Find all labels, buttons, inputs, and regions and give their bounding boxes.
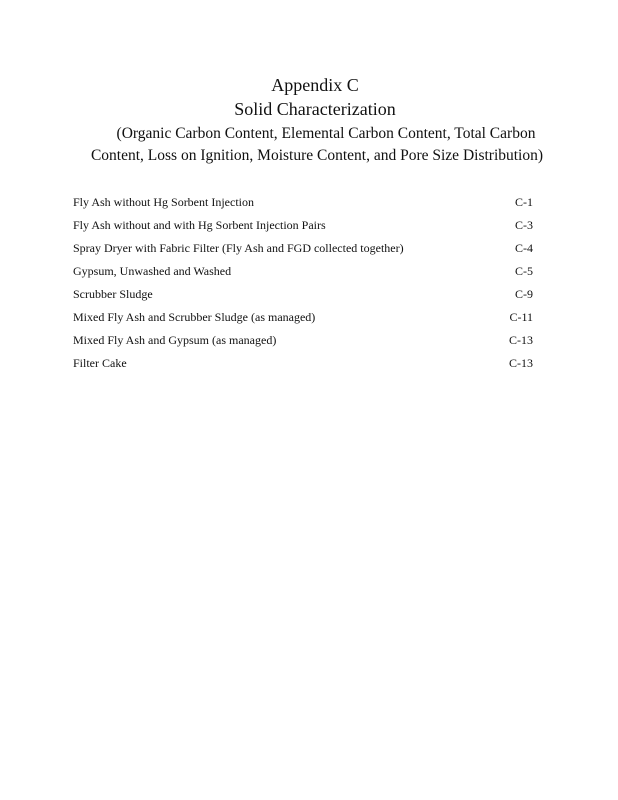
toc-entry-title: Gypsum, Unwashed and Washed	[73, 264, 232, 278]
toc-entry-title: Fly Ash without Hg Sorbent Injection	[73, 195, 254, 209]
toc-entry-page: C-9	[515, 287, 533, 301]
toc-entry-page: C-5	[515, 264, 533, 278]
toc-entry-page: C-4	[515, 241, 533, 255]
page-title: Solid Characterization	[234, 99, 396, 119]
toc-entry[interactable]	[73, 261, 533, 284]
toc-entry-page: C-11	[509, 310, 533, 324]
toc-entry-title: Fly Ash without and with Hg Sorbent Injection Pairs	[73, 218, 326, 232]
toc-entry-page: C-1	[515, 195, 533, 209]
toc-entry[interactable]	[73, 330, 533, 353]
toc-entry-page: C-3	[515, 218, 533, 232]
appendix-heading: Appendix C	[271, 75, 359, 95]
toc-entry-title: Filter Cake	[73, 356, 127, 370]
toc-entry[interactable]	[73, 238, 533, 261]
toc-entry[interactable]	[73, 284, 533, 307]
toc-entry-title: Mixed Fly Ash and Scrubber Sludge (as managed)	[73, 310, 316, 324]
toc-entry[interactable]	[73, 192, 533, 215]
toc-entry[interactable]	[73, 307, 533, 330]
toc-entry-title: Scrubber Sludge	[73, 287, 153, 301]
subtitle-line-1: (Organic Carbon Content, Elemental Carbon Content, Total Carbon	[116, 125, 536, 142]
toc-entry-title: Mixed Fly Ash and Gypsum (as managed)	[73, 333, 277, 347]
toc-entry-page: C-13	[509, 356, 533, 370]
toc-entry[interactable]	[73, 215, 533, 238]
table-of-contents	[73, 192, 533, 376]
toc-entry-title: Spray Dryer with Fabric Filter (Fly Ash and FGD collected together)	[73, 241, 404, 255]
toc-entry[interactable]	[73, 353, 533, 376]
toc-entry-page: C-13	[509, 333, 533, 347]
subtitle-line-2: Content, Loss on Ignition, Moisture Content, and Pore Size Distribution)	[90, 147, 544, 164]
